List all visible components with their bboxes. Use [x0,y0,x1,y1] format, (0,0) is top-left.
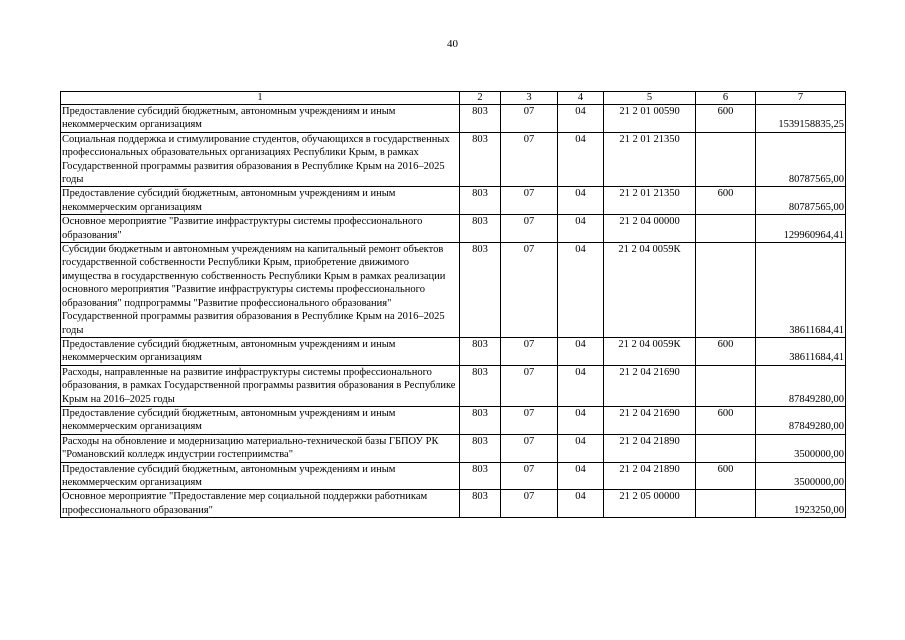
ministry-code: 803 [460,132,501,187]
ministry-code: 803 [460,105,501,133]
subsection-code: 04 [558,337,604,365]
section-code: 07 [501,105,558,133]
table-row [61,434,846,462]
amount-value: 87849280,00 [756,406,846,434]
amount-value: 1923250,00 [756,490,846,518]
table-row [61,132,846,187]
ministry-code: 803 [460,337,501,365]
section-code: 07 [501,462,558,490]
column-header: 5 [604,92,696,105]
target-article-code: 21 2 04 00000 [604,215,696,243]
target-article-code: 21 2 04 21890 [604,462,696,490]
subsection-code: 04 [558,434,604,462]
expense-type-code [696,215,756,243]
target-article-code: 21 2 04 0059К [604,337,696,365]
table-row [61,187,846,215]
table-row [61,337,846,365]
column-header: 4 [558,92,604,105]
expense-description: Расходы, направленные на развитие инфраструктуры системы профессионального образования, в рамках Государственной программы развития образования в Республике Крым на 2016–2025 годы [61,365,460,406]
ministry-code: 803 [460,406,501,434]
amount-value: 38611684,41 [756,243,846,338]
subsection-code: 04 [558,365,604,406]
subsection-code: 04 [558,105,604,133]
expense-description: Субсидии бюджетным и автономным учреждениям на капитальный ремонт объектов государственной собственности Республики Крым, приобретение движимого имущества в государственную собственность Республики Крым в рамках реализации основного мероприятия "Развитие инфраструктуры системы профессионального образования" подпрограммы "Развитие профессионального образования" Государственной программы развития образования в Республике Крым на 2016–2025 годы [61,243,460,338]
expense-description: Предоставление субсидий бюджетным, автономным учреждениям и иным некоммерческим организациям [61,105,460,133]
expense-type-code [696,434,756,462]
column-header: 7 [756,92,846,105]
target-article-code: 21 2 01 00590 [604,105,696,133]
expense-type-code [696,490,756,518]
ministry-code: 803 [460,462,501,490]
amount-value: 129960964,41 [756,215,846,243]
table-row [61,406,846,434]
table-row [61,365,846,406]
table-header-row [61,92,846,105]
amount-value: 38611684,41 [756,337,846,365]
target-article-code: 21 2 04 21690 [604,365,696,406]
subsection-code: 04 [558,490,604,518]
expense-description: Расходы на обновление и модернизацию материально-технической базы ГБПОУ РК "Романовский колледж индустрии гостеприимства" [61,434,460,462]
page-number: 40 [447,38,458,50]
subsection-code: 04 [558,406,604,434]
section-code: 07 [501,434,558,462]
target-article-code: 21 2 05 00000 [604,490,696,518]
table-row [61,105,846,133]
column-header: 2 [460,92,501,105]
table-row [61,462,846,490]
expense-description: Предоставление субсидий бюджетным, автономным учреждениям и иным некоммерческим организациям [61,406,460,434]
section-code: 07 [501,132,558,187]
expense-description: Основное мероприятие "Предоставление мер социальной поддержки работникам профессионального образования" [61,490,460,518]
expense-type-code: 600 [696,105,756,133]
table-row [61,490,846,518]
column-header: 1 [61,92,460,105]
expense-type-code: 600 [696,462,756,490]
expense-description: Предоставление субсидий бюджетным, автономным учреждениям и иным некоммерческим организациям [61,337,460,365]
amount-value: 80787565,00 [756,187,846,215]
ministry-code: 803 [460,243,501,338]
target-article-code: 21 2 04 21690 [604,406,696,434]
column-header: 6 [696,92,756,105]
expense-description: Предоставление субсидий бюджетным, автономным учреждениям и иным некоммерческим организациям [61,462,460,490]
section-code: 07 [501,337,558,365]
amount-value: 3500000,00 [756,462,846,490]
expense-type-code [696,365,756,406]
budget-table [60,91,846,518]
table-row [61,243,846,338]
expense-type-code [696,243,756,338]
expense-description: Социальная поддержка и стимулирование студентов, обучающихся в государственных профессиональных образовательных организациях Республики Крым, в рамках Государственной программы развития образования в Республике Крым на 2016–2025 годы [61,132,460,187]
section-code: 07 [501,490,558,518]
ministry-code: 803 [460,215,501,243]
section-code: 07 [501,243,558,338]
section-code: 07 [501,215,558,243]
expense-type-code: 600 [696,406,756,434]
section-code: 07 [501,406,558,434]
column-header: 3 [501,92,558,105]
ministry-code: 803 [460,187,501,215]
ministry-code: 803 [460,434,501,462]
expense-description: Предоставление субсидий бюджетным, автономным учреждениям и иным некоммерческим организациям [61,187,460,215]
subsection-code: 04 [558,215,604,243]
subsection-code: 04 [558,132,604,187]
subsection-code: 04 [558,462,604,490]
target-article-code: 21 2 01 21350 [604,187,696,215]
subsection-code: 04 [558,187,604,215]
amount-value: 80787565,00 [756,132,846,187]
target-article-code: 21 2 04 0059К [604,243,696,338]
target-article-code: 21 2 01 21350 [604,132,696,187]
table-row [61,215,846,243]
expense-type-code: 600 [696,187,756,215]
subsection-code: 04 [558,243,604,338]
ministry-code: 803 [460,365,501,406]
ministry-code: 803 [460,490,501,518]
amount-value: 1539158835,25 [756,105,846,133]
amount-value: 3500000,00 [756,434,846,462]
amount-value: 87849280,00 [756,365,846,406]
expense-type-code [696,132,756,187]
section-code: 07 [501,187,558,215]
target-article-code: 21 2 04 21890 [604,434,696,462]
expense-description: Основное мероприятие "Развитие инфраструктуры системы профессионального образования" [61,215,460,243]
expense-type-code: 600 [696,337,756,365]
section-code: 07 [501,365,558,406]
